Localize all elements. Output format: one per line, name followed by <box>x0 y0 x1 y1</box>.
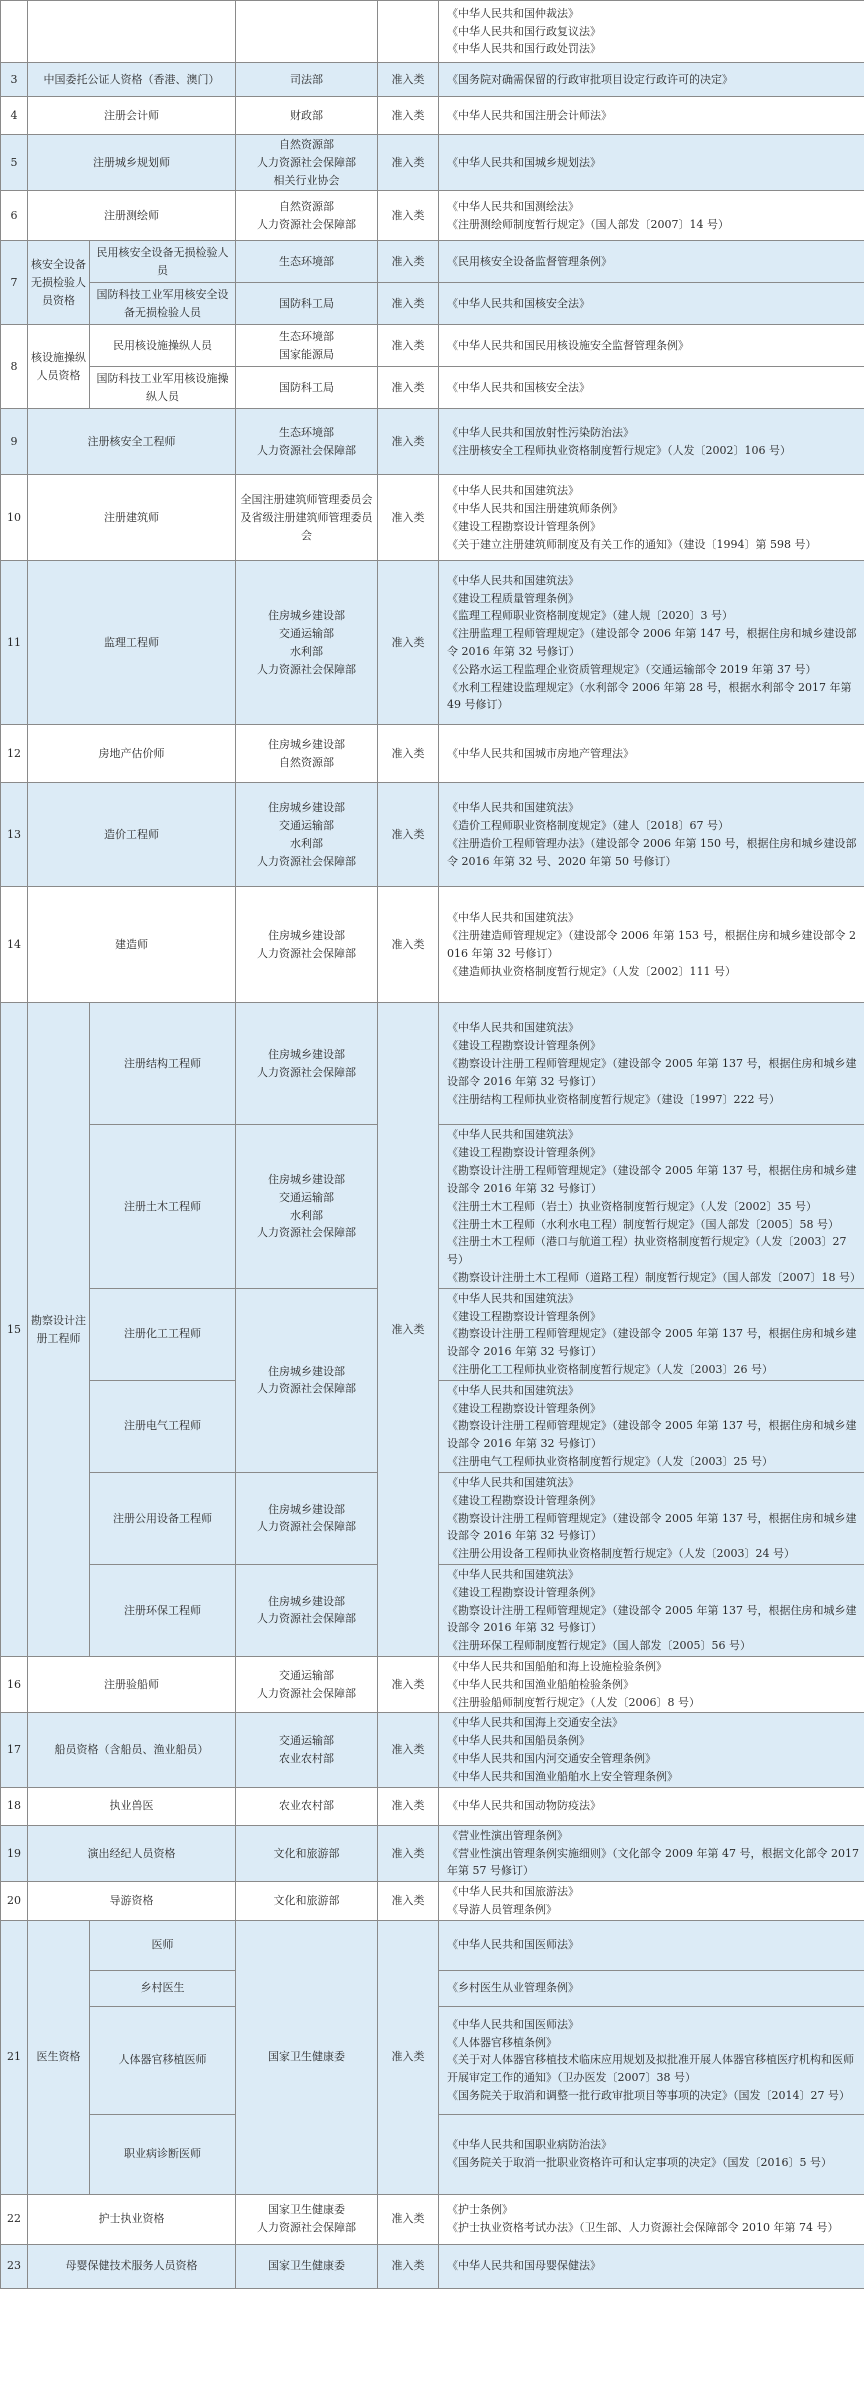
table-row <box>1 1882 864 1921</box>
law-line: 《中华人民共和国渔业船舶检验条例》 <box>447 1677 634 1691</box>
table-row <box>1 409 864 475</box>
category-cell: 准入类 <box>378 135 439 191</box>
department-cell <box>236 887 378 1003</box>
table-row <box>1 63 864 97</box>
department-line: 财政部 <box>290 108 323 122</box>
row-number: 19 <box>1 1825 28 1881</box>
table-row <box>1 561 864 725</box>
sub-qualification-name: 人体器官移植医师 <box>90 2006 236 2114</box>
law-line: 《中华人民共和国建筑法》 <box>447 484 579 498</box>
department-line: 水利部 <box>290 1208 323 1222</box>
category-cell: 准入类 <box>378 191 439 241</box>
law-line: 《中华人民共和国母婴保健法》 <box>447 2259 601 2273</box>
law-line: 《中华人民共和国旅游法》 <box>447 1885 579 1899</box>
law-line: 《公路水运工程监理企业资质管理规定》（交通运输部令 2019 年第 37 号） <box>447 662 817 676</box>
row-number: 22 <box>1 2194 28 2244</box>
law-line: 《中华人民共和国海上交通安全法》 <box>447 1716 623 1730</box>
law-line: 《注册验船师制度暂行规定》（人发〔2006〕8 号） <box>447 1695 700 1709</box>
law-cell <box>439 97 864 135</box>
law-cell <box>439 561 864 725</box>
law-line: 《中华人民共和国动物防疫法》 <box>447 1799 601 1813</box>
law-line: 《中华人民共和国民用核设施安全监督管理条例》 <box>447 339 689 353</box>
row-number: 10 <box>1 475 28 561</box>
sub-qualification-name: 医师 <box>90 1920 236 1970</box>
law-line: 《中华人民共和国船员条例》 <box>447 1734 590 1748</box>
category-cell: 准入类 <box>378 97 439 135</box>
law-line: 《国务院关于取消一批职业资格许可和认定事项的决定》（国发〔2016〕5 号） <box>447 2156 832 2170</box>
law-cell <box>439 475 864 561</box>
table-row <box>1 1825 864 1881</box>
law-line: 《勘察设计注册工程师管理规定》（建设部令 2005 年第 137 号，根据住房和城乡建设部令 2016 年第 32 号修订） <box>447 1164 857 1195</box>
department-cell <box>236 135 378 191</box>
department-line: 国家能源局 <box>279 347 334 361</box>
department-cell <box>236 1 378 63</box>
law-line: 《建设工程勘察设计管理条例》 <box>447 1585 601 1599</box>
category-cell: 准入类 <box>378 783 439 887</box>
law-cell <box>439 887 864 1003</box>
department-line: 住房城乡建设部 <box>268 929 345 943</box>
department-line: 交通运输部 <box>279 819 334 833</box>
department-line: 交通运输部 <box>279 1668 334 1682</box>
department-line: 住房城乡建设部 <box>268 1364 345 1378</box>
law-line: 《人体器官移植条例》 <box>447 2035 557 2049</box>
row-number: 7 <box>1 241 28 325</box>
row-number: 11 <box>1 561 28 725</box>
law-line: 《中华人民共和国建筑法》 <box>447 1128 579 1142</box>
department-cell <box>236 97 378 135</box>
law-line: 《注册土木工程师（岩土）执业资格制度暂行规定》（人发〔2002〕35 号） <box>447 1199 817 1213</box>
law-line: 《勘察设计注册工程师管理规定》（建设部令 2005 年第 137 号，根据住房和城乡建设部令 2016 年第 32 号修订） <box>447 1327 857 1359</box>
law-line: 《造价工程师职业资格制度规定》（建人〔2018〕67 号） <box>447 819 729 833</box>
law-line: 《勘察设计注册工程师管理规定》（建设部令 2005 年第 137 号，根据住房和城乡建设部令 2016 年第 32 号修订） <box>447 1603 857 1635</box>
law-cell <box>439 135 864 191</box>
law-line: 《注册监理工程师管理规定》（建设部令 2006 年第 147 号，根据住房和城乡建设部令 2016 年第 32 号修订） <box>447 627 857 658</box>
department-line: 人力资源社会保障部 <box>257 1226 356 1240</box>
qualification-name: 船员资格（含船员、渔业船员） <box>28 1713 236 1787</box>
department-line: 人力资源社会保障部 <box>257 1065 356 1079</box>
table-row <box>1 1713 864 1787</box>
qualification-name: 建造师 <box>28 887 236 1003</box>
law-line: 《中华人民共和国建筑法》 <box>447 801 579 815</box>
department-line: 农业农村部 <box>279 1752 334 1766</box>
department-cell <box>236 1003 378 1125</box>
law-line: 《建设工程质量管理条例》 <box>447 591 579 605</box>
qualification-group: 勘察设计注册工程师 <box>28 1003 90 1657</box>
law-line: 《注册结构工程师执业资格制度暂行规定》（建设〔1997〕222 号） <box>447 1092 780 1106</box>
table-row <box>1 2194 864 2244</box>
law-line: 《建设工程勘察设计管理条例》 <box>447 519 601 533</box>
category-cell: 准入类 <box>378 63 439 97</box>
department-line: 文化和旅游部 <box>273 1846 340 1860</box>
department-cell <box>236 63 378 97</box>
law-cell <box>439 1380 864 1472</box>
category-cell: 准入类 <box>378 241 439 283</box>
law-cell <box>439 2194 864 2244</box>
qualification-group: 医生资格 <box>28 1920 90 2194</box>
law-line: 《注册测绘师制度暂行规定》（国人部发〔2007〕14 号） <box>447 217 729 231</box>
law-cell <box>439 63 864 97</box>
law-line: 《中华人民共和国建筑法》 <box>447 911 579 925</box>
law-cell <box>439 1882 864 1921</box>
sub-qualification-name: 乡村医生 <box>90 1970 236 2006</box>
law-line: 《中华人民共和国建筑法》 <box>447 573 579 587</box>
row-number: 5 <box>1 135 28 191</box>
department-cell <box>236 1825 378 1881</box>
department-cell <box>236 241 378 283</box>
department-line: 人力资源社会保障部 <box>257 854 356 868</box>
law-cell <box>439 1 864 63</box>
law-line: 《中华人民共和国行政处罚法》 <box>447 42 601 56</box>
department-cell <box>236 191 378 241</box>
law-cell <box>439 1787 864 1825</box>
sub-qualification-name: 职业病诊断医师 <box>90 2114 236 2194</box>
law-line: 《民用核安全设备监督管理条例》 <box>447 255 612 269</box>
law-cell <box>439 241 864 283</box>
table-row <box>1 1003 864 1125</box>
category-cell: 准入类 <box>378 2244 439 2288</box>
qualification-name: 注册会计师 <box>28 97 236 135</box>
law-line: 《国务院关于取消和调整一批行政审批项目等事项的决定》（国发〔2014〕27 号） <box>447 2088 850 2102</box>
department-cell <box>236 475 378 561</box>
department-line: 自然资源部 <box>279 200 334 214</box>
row-number: 4 <box>1 97 28 135</box>
law-line: 《中华人民共和国仲裁法》 <box>447 6 579 20</box>
department-line: 人力资源社会保障部 <box>257 1520 356 1534</box>
law-line: 《水利工程建设监理规定》（水利部令 2006 年第 28 号，根据水利部令 2017 年第 49 号修订） <box>447 680 852 712</box>
law-line: 《中华人民共和国注册建筑师条例》 <box>447 502 623 516</box>
row-number: 15 <box>1 1003 28 1657</box>
department-line: 相关行业协会 <box>273 173 340 187</box>
law-line: 《中华人民共和国城乡规划法》 <box>447 155 601 169</box>
category-cell: 准入类 <box>378 1713 439 1787</box>
department-cell <box>236 409 378 475</box>
law-line: 《中华人民共和国测绘法》 <box>447 200 579 214</box>
law-line: 《营业性演出管理条例》 <box>447 1828 568 1842</box>
category-cell: 准入类 <box>378 1787 439 1825</box>
law-cell <box>439 1472 864 1564</box>
department-cell <box>236 1882 378 1921</box>
department-line: 国家卫生健康委 <box>268 2259 345 2273</box>
law-cell <box>439 1657 864 1713</box>
department-cell <box>236 1472 378 1564</box>
qualification-name: 注册核安全工程师 <box>28 409 236 475</box>
category-cell: 准入类 <box>378 367 439 409</box>
qualification-table-body <box>1 1 864 2289</box>
law-line: 《营业性演出管理条例实施细则》（文化部令 2009 年第 47 号，根据文化部令 2017 年第 57 号修订） <box>447 1846 859 1878</box>
department-line: 人力资源社会保障部 <box>257 217 356 231</box>
department-line: 生态环境部 <box>279 330 334 344</box>
law-cell <box>439 725 864 783</box>
qualification-group: 核安全设备无损检验人员资格 <box>28 241 90 325</box>
row-number: 21 <box>1 1920 28 2194</box>
table-row <box>1 725 864 783</box>
row-number: 6 <box>1 191 28 241</box>
table-row <box>1 241 864 283</box>
law-line: 《注册公用设备工程师执业资格制度暂行规定》（人发〔2003〕24 号） <box>447 1547 795 1561</box>
department-cell <box>236 283 378 325</box>
sub-qualification-name: 注册环保工程师 <box>90 1564 236 1656</box>
row-number: 17 <box>1 1713 28 1787</box>
department-line: 人力资源社会保障部 <box>257 946 356 960</box>
department-line: 交通运输部 <box>279 1734 334 1748</box>
qualification-name: 房地产估价师 <box>28 725 236 783</box>
row-number: 14 <box>1 887 28 1003</box>
row-number: 12 <box>1 725 28 783</box>
law-cell <box>439 783 864 887</box>
department-line: 人力资源社会保障部 <box>257 443 356 457</box>
qualification-name: 导游资格 <box>28 1882 236 1921</box>
sub-qualification-name: 注册结构工程师 <box>90 1003 236 1125</box>
table-row <box>1 783 864 887</box>
law-cell <box>439 325 864 367</box>
department-cell <box>236 783 378 887</box>
category-cell: 准入类 <box>378 409 439 475</box>
law-line: 《建造师执业资格制度暂行规定》（人发〔2002〕111 号） <box>447 964 736 978</box>
department-line: 人力资源社会保障部 <box>257 662 356 676</box>
row-number: 23 <box>1 2244 28 2288</box>
row-number <box>1 1 28 63</box>
department-cell <box>236 1288 378 1472</box>
row-number: 16 <box>1 1657 28 1713</box>
sub-qualification-name: 注册电气工程师 <box>90 1380 236 1472</box>
department-line: 人力资源社会保障部 <box>257 1382 356 1396</box>
law-line: 《关于建立注册建筑师制度及有关工作的通知》（建设〔1994〕第 598 号） <box>447 537 817 551</box>
law-line: 《勘察设计注册工程师管理规定》（建设部令 2005 年第 137 号，根据住房和城乡建设部令 2016 年第 32 号修订） <box>447 1511 857 1543</box>
department-line: 司法部 <box>290 72 323 86</box>
department-line: 自然资源部 <box>279 138 334 151</box>
sub-qualification-name: 注册公用设备工程师 <box>90 1472 236 1564</box>
law-line: 《中华人民共和国医师法》 <box>447 1938 579 1952</box>
law-line: 《中华人民共和国核安全法》 <box>447 297 590 311</box>
qualification-name: 护士执业资格 <box>28 2194 236 2244</box>
law-line: 《勘察设计注册工程师管理规定》（建设部令 2005 年第 137 号，根据住房和城乡建设部令 2016 年第 32 号修订） <box>447 1419 857 1451</box>
department-cell <box>236 325 378 367</box>
department-cell <box>236 1713 378 1787</box>
row-number: 9 <box>1 409 28 475</box>
department-cell <box>236 367 378 409</box>
department-line: 住房城乡建设部 <box>268 1594 345 1608</box>
category-cell: 准入类 <box>378 325 439 367</box>
table-row <box>1 1 864 63</box>
table-row <box>1 475 864 561</box>
department-line: 人力资源社会保障部 <box>257 155 356 169</box>
table-row <box>1 2244 864 2288</box>
department-line: 住房城乡建设部 <box>268 1048 345 1062</box>
department-line: 国家卫生健康委 <box>268 2050 345 2064</box>
department-line: 住房城乡建设部 <box>268 609 345 623</box>
law-cell <box>439 1125 864 1288</box>
category-cell: 准入类 <box>378 1882 439 1921</box>
qualification-name: 注册测绘师 <box>28 191 236 241</box>
department-line: 住房城乡建设部 <box>268 801 345 815</box>
category-cell <box>378 1 439 63</box>
law-line: 《注册土木工程师（水利水电工程）制度暂行规定》（国人部发〔2005〕58 号） <box>447 1217 839 1231</box>
law-line: 《注册建造师管理规定》（建设部令 2006 年第 153 号，根据住房和城乡建设部令 2016 年第 32 号修订） <box>447 929 856 960</box>
law-cell <box>439 409 864 475</box>
department-cell <box>236 1657 378 1713</box>
law-line: 《监理工程师职业资格制度规定》（建人规〔2020〕3 号） <box>447 609 733 623</box>
department-cell <box>236 1920 378 2194</box>
row-number: 8 <box>1 325 28 409</box>
qualification-group: 核设施操纵人员资格 <box>28 325 90 409</box>
law-line: 《注册土木工程师（港口与航道工程）执业资格制度暂行规定》（人发〔2003〕27 号） <box>447 1235 847 1267</box>
department-line: 生态环境部 <box>279 426 334 440</box>
category-cell: 准入类 <box>378 725 439 783</box>
row-number: 3 <box>1 63 28 97</box>
table-row <box>1 191 864 241</box>
sub-qualification-name: 国防科技工业军用核设施操纵人员 <box>90 367 236 409</box>
law-cell <box>439 1713 864 1787</box>
law-line: 《注册电气工程师执业资格制度暂行规定》（人发〔2003〕25 号） <box>447 1455 773 1469</box>
department-line: 文化和旅游部 <box>273 1894 340 1908</box>
department-line: 住房城乡建设部 <box>268 738 345 752</box>
qualification-name: 中国委托公证人资格（香港、澳门） <box>28 63 236 97</box>
law-line: 《勘察设计注册工程师管理规定》（建设部令 2005 年第 137 号，根据住房和城乡建设部令 2016 年第 32 号修订） <box>447 1057 857 1088</box>
category-cell: 准入类 <box>378 283 439 325</box>
law-line: 《护士条例》 <box>447 2203 513 2217</box>
qualification-name: 造价工程师 <box>28 783 236 887</box>
law-line: 《注册环保工程师制度暂行规定》（国人部发〔2005〕56 号） <box>447 1639 751 1653</box>
law-line: 《注册化工工程师执业资格制度暂行规定》（人发〔2003〕26 号） <box>447 1363 773 1376</box>
department-line: 人力资源社会保障部 <box>257 1686 356 1700</box>
table-row <box>1 1787 864 1825</box>
department-line: 交通运输部 <box>279 627 334 641</box>
law-cell <box>439 191 864 241</box>
department-line: 国家卫生健康委 <box>268 2203 345 2217</box>
law-line: 《建设工程勘察设计管理条例》 <box>447 1401 601 1415</box>
qualification-name: 监理工程师 <box>28 561 236 725</box>
department-line: 人力资源社会保障部 <box>257 1612 356 1626</box>
category-cell: 准入类 <box>378 561 439 725</box>
row-number: 18 <box>1 1787 28 1825</box>
department-cell <box>236 2244 378 2288</box>
department-line: 全国注册建筑师管理委员会及省级注册建筑师管理委员会 <box>240 493 373 542</box>
table-row <box>1 325 864 367</box>
law-line: 《中华人民共和国核安全法》 <box>447 381 590 395</box>
law-cell <box>439 2244 864 2288</box>
department-cell <box>236 1564 378 1656</box>
department-line: 交通运输部 <box>279 1190 334 1204</box>
category-cell: 准入类 <box>378 1920 439 2194</box>
qualification-name: 母婴保健技术服务人员资格 <box>28 2244 236 2288</box>
table-row <box>1 135 864 191</box>
law-line: 《中华人民共和国建筑法》 <box>447 1383 579 1397</box>
law-line: 《中华人民共和国放射性污染防治法》 <box>447 426 634 440</box>
qualification-name <box>28 1 236 63</box>
law-cell <box>439 2114 864 2194</box>
department-line: 住房城乡建设部 <box>268 1502 345 1516</box>
law-line: 《中华人民共和国注册会计师法》 <box>447 108 612 122</box>
law-line: 《乡村医生从业管理条例》 <box>447 1981 579 1995</box>
law-line: 《中华人民共和国医师法》 <box>447 2017 579 2031</box>
qualification-name: 注册建筑师 <box>28 475 236 561</box>
table-row <box>1 887 864 1003</box>
law-cell <box>439 2006 864 2114</box>
qualification-name: 注册城乡规划师 <box>28 135 236 191</box>
sub-qualification-name: 民用核安全设备无损检验人员 <box>90 241 236 283</box>
table-row <box>1 283 864 325</box>
law-line: 《护士执业资格考试办法》（卫生部、人力资源社会保障部令 2010 年第 74 号） <box>447 2221 839 2235</box>
table-row <box>1 367 864 409</box>
department-line: 住房城乡建设部 <box>268 1172 345 1186</box>
qualification-name: 注册验船师 <box>28 1657 236 1713</box>
qualification-name: 执业兽医 <box>28 1787 236 1825</box>
law-line: 《导游人员管理条例》 <box>447 1902 557 1916</box>
qualification-name: 演出经纪人员资格 <box>28 1825 236 1881</box>
law-line: 《注册核安全工程师执业资格制度暂行规定》（人发〔2002〕106 号） <box>447 443 791 457</box>
law-cell <box>439 283 864 325</box>
row-number: 13 <box>1 783 28 887</box>
law-cell <box>439 1825 864 1881</box>
law-line: 《注册造价工程师管理办法》（建设部令 2006 年第 150 号，根据住房和城乡建设部令 2016 年第 32 号、2020 年第 50 号修订） <box>447 836 857 868</box>
department-cell <box>236 725 378 783</box>
law-line: 《建设工程勘察设计管理条例》 <box>447 1039 601 1053</box>
category-cell: 准入类 <box>378 2194 439 2244</box>
department-line: 国防科工局 <box>279 381 334 395</box>
law-line: 《中华人民共和国建筑法》 <box>447 1021 579 1035</box>
department-line: 人力资源社会保障部 <box>257 2221 356 2235</box>
department-line: 水利部 <box>290 836 323 850</box>
law-line: 《中华人民共和国职业病防治法》 <box>447 2138 612 2152</box>
sub-qualification-name: 注册土木工程师 <box>90 1125 236 1288</box>
table-row <box>1 1920 864 1970</box>
law-line: 《关于对人体器官移植技术临床应用规划及拟批准开展人体器官移植医疗机构和医师开展审定工作的通知》（卫办医发〔2007〕38 号） <box>447 2053 854 2085</box>
law-line: 《勘察设计注册土木工程师（道路工程）制度暂行规定》（国人部发〔2007〕18 号） <box>447 1270 861 1284</box>
law-line: 《中华人民共和国内河交通安全管理条例》 <box>447 1752 656 1766</box>
law-line: 《中华人民共和国渔业船舶水上安全管理条例》 <box>447 1769 678 1783</box>
law-cell <box>439 1564 864 1656</box>
law-line: 《中华人民共和国船舶和海上设施检验条例》 <box>447 1660 667 1673</box>
law-cell <box>439 367 864 409</box>
category-cell: 准入类 <box>378 475 439 561</box>
department-cell <box>236 561 378 725</box>
law-line: 《建设工程勘察设计管理条例》 <box>447 1309 601 1323</box>
law-line: 《建设工程勘察设计管理条例》 <box>447 1493 601 1507</box>
department-line: 国防科工局 <box>279 297 334 311</box>
department-line: 水利部 <box>290 644 323 658</box>
law-line: 《中华人民共和国城市房地产管理法》 <box>447 747 634 761</box>
category-cell: 准入类 <box>378 1003 439 1657</box>
law-line: 《中华人民共和国建筑法》 <box>447 1567 579 1581</box>
table-row <box>1 97 864 135</box>
law-line: 《中华人民共和国行政复议法》 <box>447 24 601 38</box>
department-cell <box>236 1787 378 1825</box>
row-number: 20 <box>1 1882 28 1921</box>
law-cell <box>439 1920 864 1970</box>
category-cell: 准入类 <box>378 887 439 1003</box>
law-line: 《中华人民共和国建筑法》 <box>447 1291 579 1305</box>
law-line: 《建设工程勘察设计管理条例》 <box>447 1146 601 1160</box>
sub-qualification-name: 民用核设施操纵人员 <box>90 325 236 367</box>
law-cell <box>439 1003 864 1125</box>
department-cell <box>236 1125 378 1288</box>
category-cell: 准入类 <box>378 1657 439 1713</box>
department-cell <box>236 2194 378 2244</box>
department-line: 生态环境部 <box>279 255 334 269</box>
department-line: 自然资源部 <box>279 755 334 769</box>
table-row <box>1 1657 864 1713</box>
category-cell: 准入类 <box>378 1825 439 1881</box>
department-line: 农业农村部 <box>279 1799 334 1813</box>
law-line: 《国务院对确需保留的行政审批项目设定行政许可的决定》 <box>447 72 733 86</box>
law-line: 《中华人民共和国建筑法》 <box>447 1475 579 1489</box>
sub-qualification-name: 注册化工工程师 <box>90 1288 236 1380</box>
sub-qualification-name: 国防科技工业军用核安全设备无损检验人员 <box>90 283 236 325</box>
law-cell <box>439 1288 864 1380</box>
law-cell <box>439 1970 864 2006</box>
